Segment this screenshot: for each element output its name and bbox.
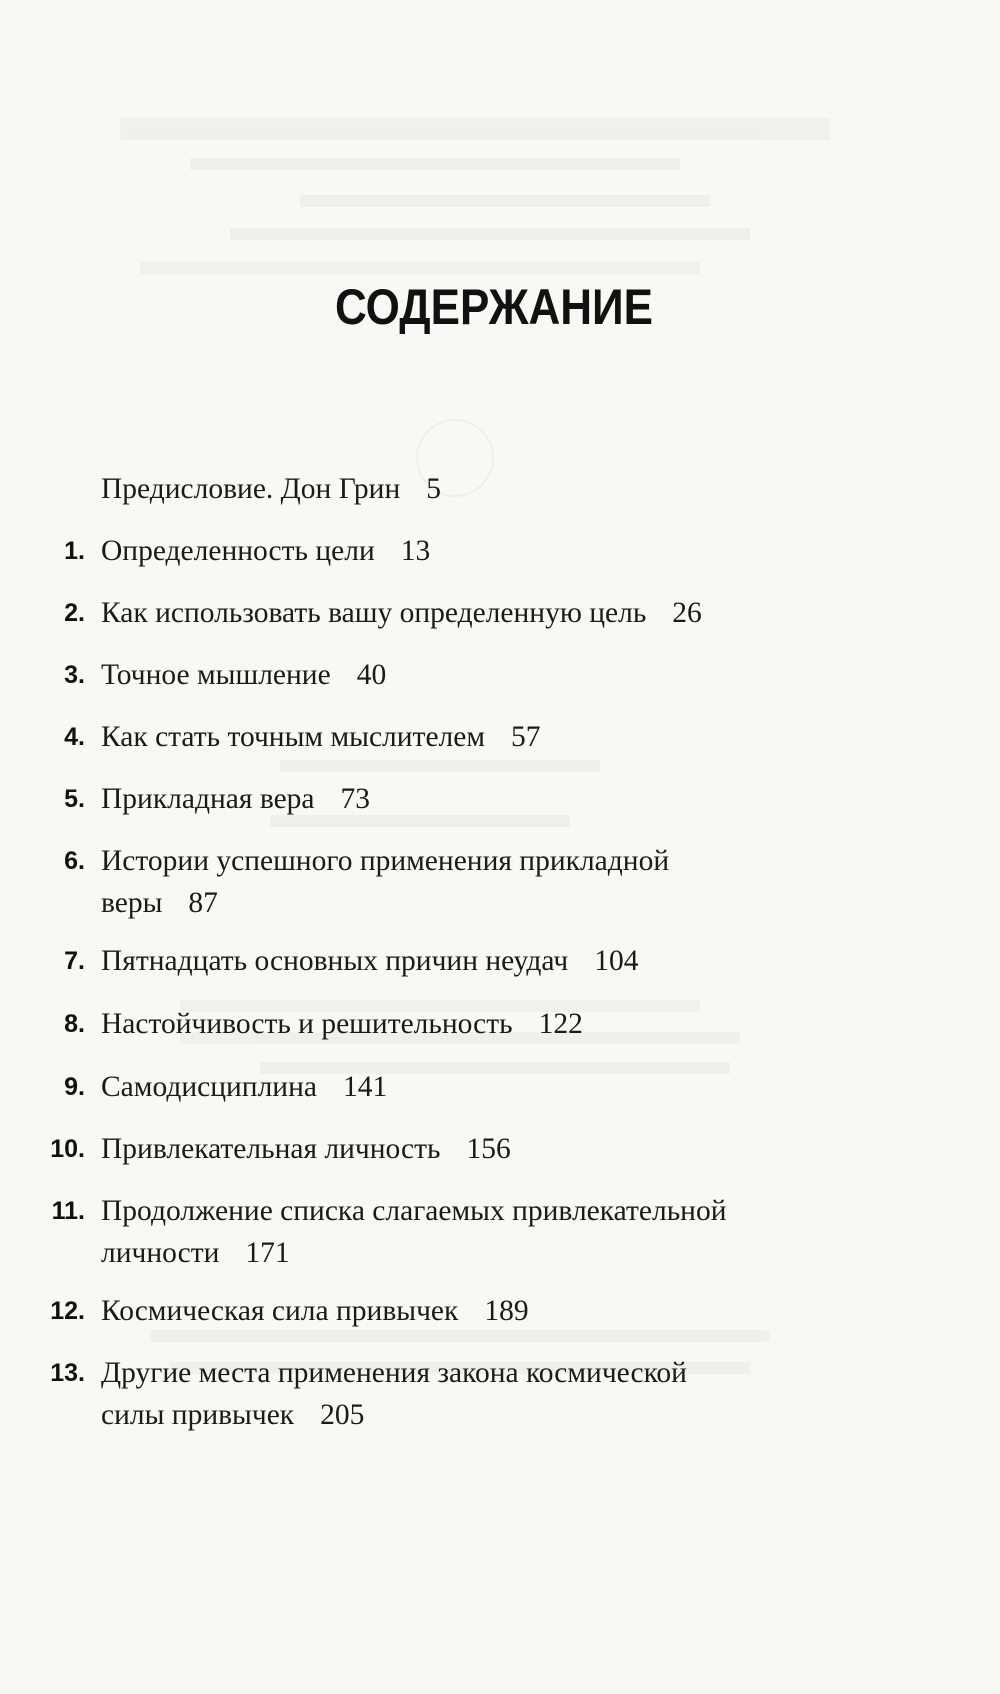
page-title: СОДЕРЖАНИЕ — [334, 279, 654, 335]
toc-entry-title-block — [101, 840, 861, 924]
toc-entry-number: 10. — [50, 1135, 85, 1163]
toc-entry-title: Как использовать вашу определенную цель — [101, 597, 647, 629]
toc-entry-number: 6. — [64, 847, 85, 875]
faint-line — [120, 118, 830, 140]
toc-entry-number: 9. — [64, 1073, 85, 1101]
toc-entry-title-block — [101, 530, 861, 572]
toc-entry-title: Космическая сила привычек — [101, 1295, 459, 1327]
toc-entry-number: 4. — [64, 723, 85, 751]
toc-entry-page-number: 13 — [400, 535, 431, 567]
toc-entry-page-number: 57 — [511, 721, 541, 753]
toc-entry-title: Прикладная вера — [101, 783, 315, 815]
toc-entry-title-block — [101, 592, 861, 634]
toc-entry-number: 1. — [64, 537, 85, 565]
toc-entry-title-block — [101, 1352, 861, 1436]
toc-entry-page-number: 104 — [594, 945, 639, 977]
toc-entry-number: 7. — [64, 947, 85, 975]
toc-entry-title: Точное мышление — [101, 659, 331, 691]
toc-entry-page-number: 40 — [356, 659, 387, 691]
toc-entry-title-block — [101, 778, 861, 820]
toc-entry-title: Настойчивость и решительность — [101, 1008, 513, 1040]
toc-entry-number: 5. — [64, 785, 85, 813]
toc-entry-title: Предисловие. Дон Грин — [101, 473, 401, 505]
toc-entry-page-number: 5 — [426, 473, 441, 505]
toc-entry-number: 12. — [50, 1297, 85, 1325]
toc-entry-title-block — [101, 468, 861, 510]
toc-entry-title-block — [101, 716, 861, 758]
toc-entry-page-number: 205 — [320, 1399, 365, 1431]
toc-entry-title-block — [101, 1003, 861, 1045]
toc-entry-number: 2. — [64, 599, 85, 627]
toc-entry-page-number: 141 — [342, 1071, 388, 1103]
toc-entry-page-number: 189 — [484, 1295, 529, 1327]
faint-line — [190, 158, 680, 170]
toc-entry-title: Привлекательная личность — [101, 1133, 441, 1165]
toc-entry-title: Продолжение списка слагаемых привлекательной — [101, 1195, 727, 1227]
faint-line — [140, 262, 700, 274]
toc-entry-title-block — [101, 654, 861, 696]
toc-entry-title: Определенность цели — [101, 535, 375, 567]
toc-entry-page-number: 26 — [672, 597, 702, 629]
toc-entry-title-continuation: личности — [101, 1237, 220, 1269]
toc-entry-page-number: 87 — [188, 887, 218, 919]
toc-entry-title-block — [101, 1066, 861, 1108]
toc-entry-title: Истории успешного применения прикладной — [101, 845, 670, 877]
toc-entry-title: Как стать точным мыслителем — [101, 721, 486, 753]
faint-line — [300, 195, 710, 207]
toc-entry-title: Самодисциплина — [101, 1071, 317, 1103]
toc-entry-title-block — [101, 1190, 861, 1274]
toc-entry-title-block — [101, 940, 861, 982]
faint-line — [280, 760, 600, 772]
toc-entry-number: 8. — [64, 1010, 85, 1038]
toc-entry-number: 13. — [50, 1359, 85, 1387]
toc-entry-page-number: 156 — [466, 1133, 511, 1165]
toc-entry-title-block — [101, 1290, 861, 1332]
toc-entry-number: 11. — [51, 1197, 85, 1225]
toc-entry-title: Другие места применения закона космической — [101, 1357, 687, 1389]
toc-entry-title-block — [101, 1128, 861, 1170]
toc-entry-page-number: 122 — [538, 1008, 583, 1040]
faint-line — [230, 228, 750, 240]
toc-entry-number: 3. — [64, 661, 85, 689]
toc-entry-title-continuation: веры — [101, 887, 163, 919]
toc-entry-page-number: 73 — [340, 783, 371, 815]
toc-entry-page-number: 171 — [245, 1237, 290, 1269]
toc-entry-title-continuation: силы привычек — [101, 1399, 295, 1431]
toc-entry-title: Пятнадцать основных причин неудач — [101, 945, 569, 977]
